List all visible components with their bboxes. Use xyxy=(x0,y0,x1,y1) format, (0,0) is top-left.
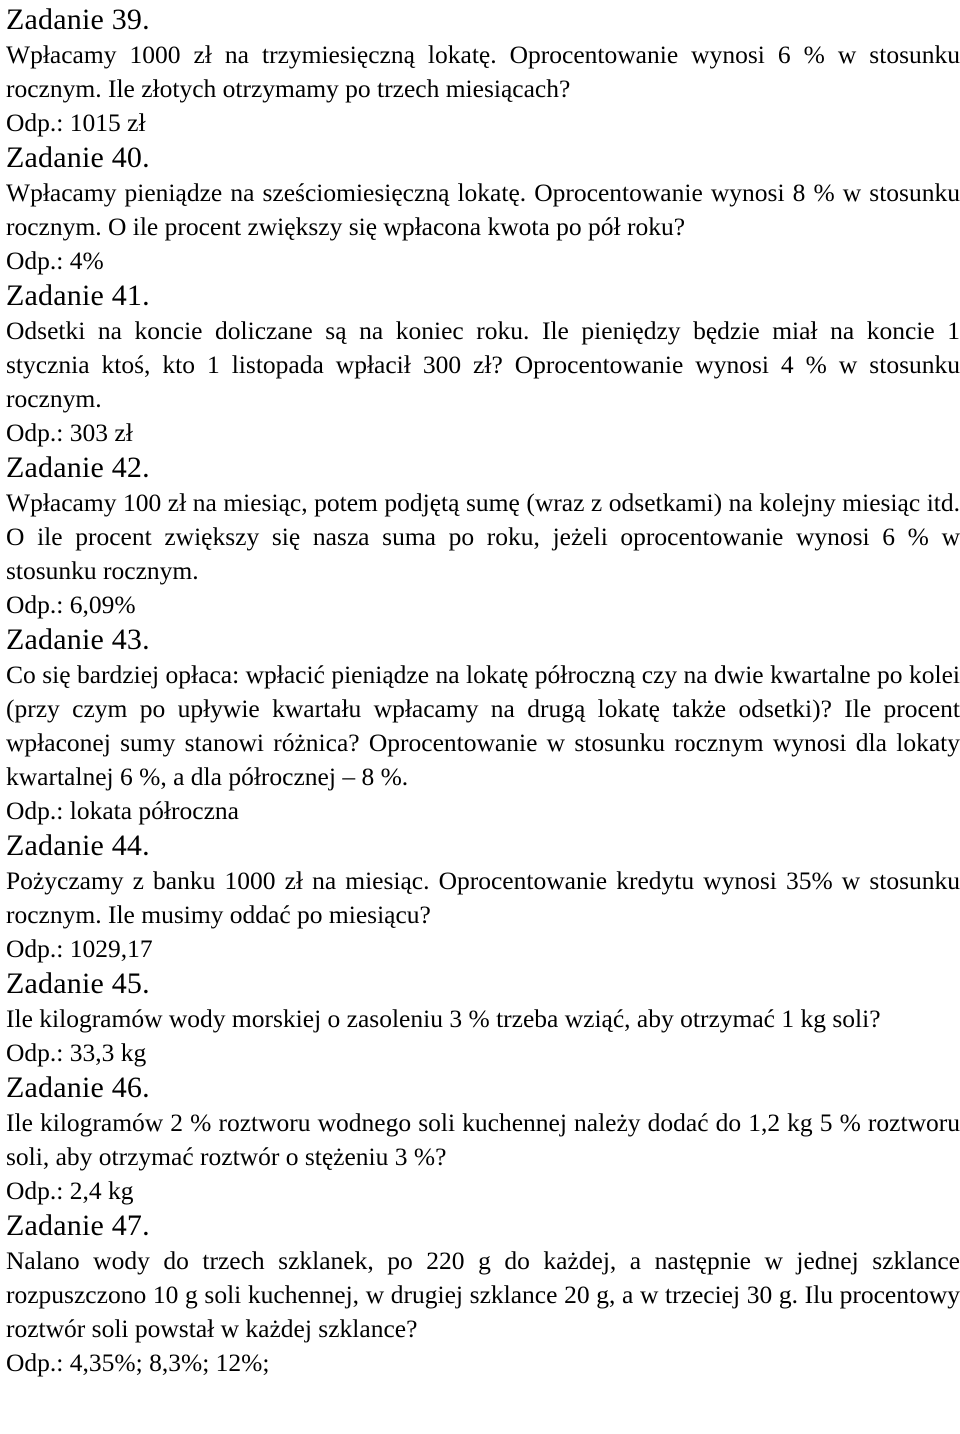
task-text: Odsetki na koncie doliczane są na koniec roku. Ile pieniędzy będzie miał na koncie 1 stycznia ktoś, kto 1 listopada wpłacił 300 zł? Oprocentowanie wynosi 4 % w stosunku rocznym. xyxy=(6,316,960,413)
task-answer: Odp.: 33,3 kg xyxy=(6,1038,147,1067)
task-text: Ile kilogramów 2 % roztworu wodnego soli kuchennej należy dodać do 1,2 kg 5 % roztworu soli, aby otrzymać roztwór o stężeniu 3 %? xyxy=(6,1108,960,1171)
task-47 xyxy=(6,1208,960,1380)
task-answer: Odp.: lokata półroczna xyxy=(6,796,239,825)
document xyxy=(6,2,960,1380)
task-39 xyxy=(6,2,960,140)
task-text: Wpłacamy pieniądze na sześciomiesięczną lokatę. Oprocentowanie wynosi 8 % w stosunku rocznym. O ile procent zwiększy się wpłacona kwota po pół roku? xyxy=(6,178,960,241)
task-43 xyxy=(6,622,960,828)
task-heading: Zadanie 43. xyxy=(6,623,150,656)
task-heading: Zadanie 46. xyxy=(6,1071,150,1104)
task-heading: Zadanie 41. xyxy=(6,279,150,312)
task-text: Wpłacamy 1000 zł na trzymiesięczną lokatę. Oprocentowanie wynosi 6 % w stosunku rocznym. Ile złotych otrzymamy po trzech miesiącach? xyxy=(6,40,960,103)
task-46 xyxy=(6,1070,960,1208)
task-40 xyxy=(6,140,960,278)
task-answer: Odp.: 6,09% xyxy=(6,590,136,619)
task-answer: Odp.: 4% xyxy=(6,246,104,275)
task-answer: Odp.: 303 zł xyxy=(6,418,133,447)
task-heading: Zadanie 42. xyxy=(6,451,150,484)
task-text: Co się bardziej opłaca: wpłacić pieniądze na lokatę półroczną czy na dwie kwartalne po kolei (przy czym po upływie kwartału wpłacamy na drugą lokatę także odsetki)? Ile procent wpłaconej sumy stanowi różnica? Oprocentowanie w stosunku rocznym wynosi dla lokaty kwartalnej 6 %, a dla półrocznej – 8 %. xyxy=(6,660,960,791)
task-text: Wpłacamy 100 zł na miesiąc, potem podjętą sumę (wraz z odsetkami) na kolejny miesiąc itd. O ile procent zwiększy się nasza suma po roku, jeżeli oprocentowanie wynosi 6 % w stosunku rocznym. xyxy=(6,488,960,585)
task-heading: Zadanie 39. xyxy=(6,3,150,36)
task-answer: Odp.: 2,4 kg xyxy=(6,1176,134,1205)
task-heading: Zadanie 47. xyxy=(6,1209,150,1242)
task-text: Nalano wody do trzech szklanek, po 220 g do każdej, a następnie w jednej szklance rozpuszczono 10 g soli kuchennej, w drugiej szklance 20 g, a w trzeciej 30 g. Ilu procentowy roztwór soli powstał w każdej szklance? xyxy=(6,1246,960,1343)
task-heading: Zadanie 45. xyxy=(6,967,150,1000)
task-42 xyxy=(6,450,960,622)
task-answer: Odp.: 4,35%; 8,3%; 12%; xyxy=(6,1348,270,1377)
task-41 xyxy=(6,278,960,450)
task-heading: Zadanie 44. xyxy=(6,829,150,862)
task-text: Pożyczamy z banku 1000 zł na miesiąc. Oprocentowanie kredytu wynosi 35% w stosunku rocznym. Ile musimy oddać po miesiącu? xyxy=(6,866,960,929)
task-answer: Odp.: 1015 zł xyxy=(6,108,146,137)
task-44 xyxy=(6,828,960,966)
task-text: Ile kilogramów wody morskiej o zasoleniu 3 % trzeba wziąć, aby otrzymać 1 kg soli? xyxy=(6,1004,881,1033)
task-answer: Odp.: 1029,17 xyxy=(6,934,153,963)
task-45 xyxy=(6,966,960,1070)
task-heading: Zadanie 40. xyxy=(6,141,150,174)
